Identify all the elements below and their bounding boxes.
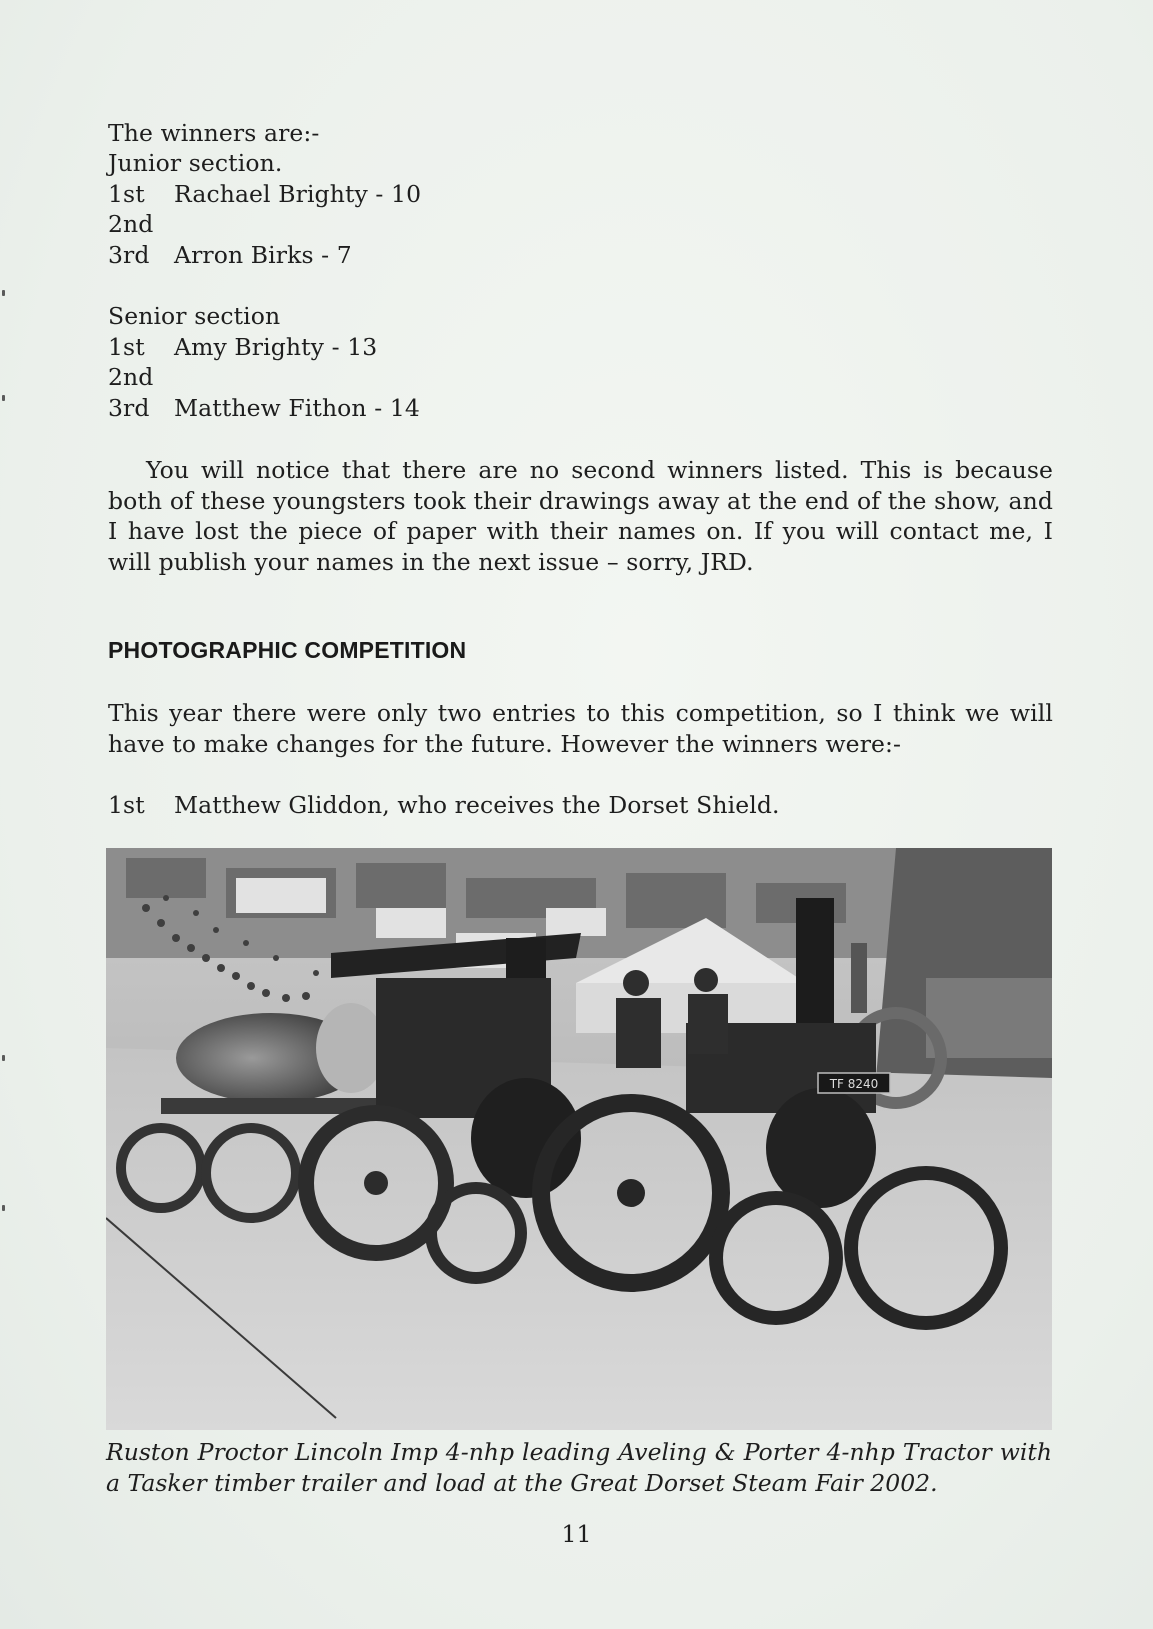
margin-mark bbox=[2, 1205, 5, 1211]
list-item bbox=[108, 362, 1053, 393]
photo-caption: Ruston Proctor Lincoln Imp 4-nhp leading Aveling & Porter 4-nhp Tractor with a Tasker timber trailer and load at the Great Dorset Steam Fair 2002. bbox=[106, 1438, 1052, 1497]
winner-name: Rachael Brighty - 10 bbox=[174, 179, 422, 208]
place-label: 1st bbox=[108, 791, 145, 819]
page-number: 11 bbox=[561, 1520, 592, 1548]
junior-section bbox=[108, 148, 1053, 270]
junior-heading: Junior section. bbox=[108, 149, 283, 177]
margin-mark bbox=[2, 1055, 5, 1061]
section-heading: PHOTOGRAPHIC COMPETITION bbox=[108, 637, 467, 663]
first-place-text: Matthew Gliddon, who receives the Dorset Shield. bbox=[174, 791, 780, 819]
registration-plate: TF 8240 bbox=[829, 1077, 879, 1091]
place-label: 1st bbox=[108, 332, 145, 361]
place-label: 3rd bbox=[108, 393, 150, 422]
list-item bbox=[108, 393, 1053, 424]
place-label: 1st bbox=[108, 179, 145, 208]
list-item bbox=[108, 209, 1053, 240]
list-item bbox=[108, 240, 1053, 271]
margin-mark bbox=[2, 290, 5, 296]
competition-paragraph: This year there were only two entries to this competition, so I think we will have to make changes for the future. However the winners were:- bbox=[108, 699, 1053, 758]
winner-name: Matthew Fithon - 14 bbox=[174, 393, 420, 422]
place-label: 3rd bbox=[108, 240, 150, 269]
winner-name: Amy Brighty - 13 bbox=[174, 332, 378, 361]
first-place-line bbox=[108, 790, 1053, 821]
senior-heading: Senior section bbox=[108, 302, 281, 330]
margin-mark bbox=[2, 395, 5, 401]
steam-engine-photo bbox=[106, 848, 1052, 1430]
notice-paragraph: You will notice that there are no second winners listed. This is because both of these youngsters took their drawings away at the end of the show, and I have lost the piece of paper with their names on. If you will contact me, I will publish your names in the next issue – sorry, JRD. bbox=[108, 456, 1053, 576]
list-item bbox=[108, 332, 1053, 363]
winners-title: The winners are:- bbox=[108, 119, 320, 147]
winner-name: Arron Birks - 7 bbox=[174, 240, 352, 269]
place-label: 2nd bbox=[108, 210, 154, 238]
list-item bbox=[108, 179, 1053, 210]
place-label: 2nd bbox=[108, 363, 154, 391]
senior-section bbox=[108, 301, 1053, 423]
